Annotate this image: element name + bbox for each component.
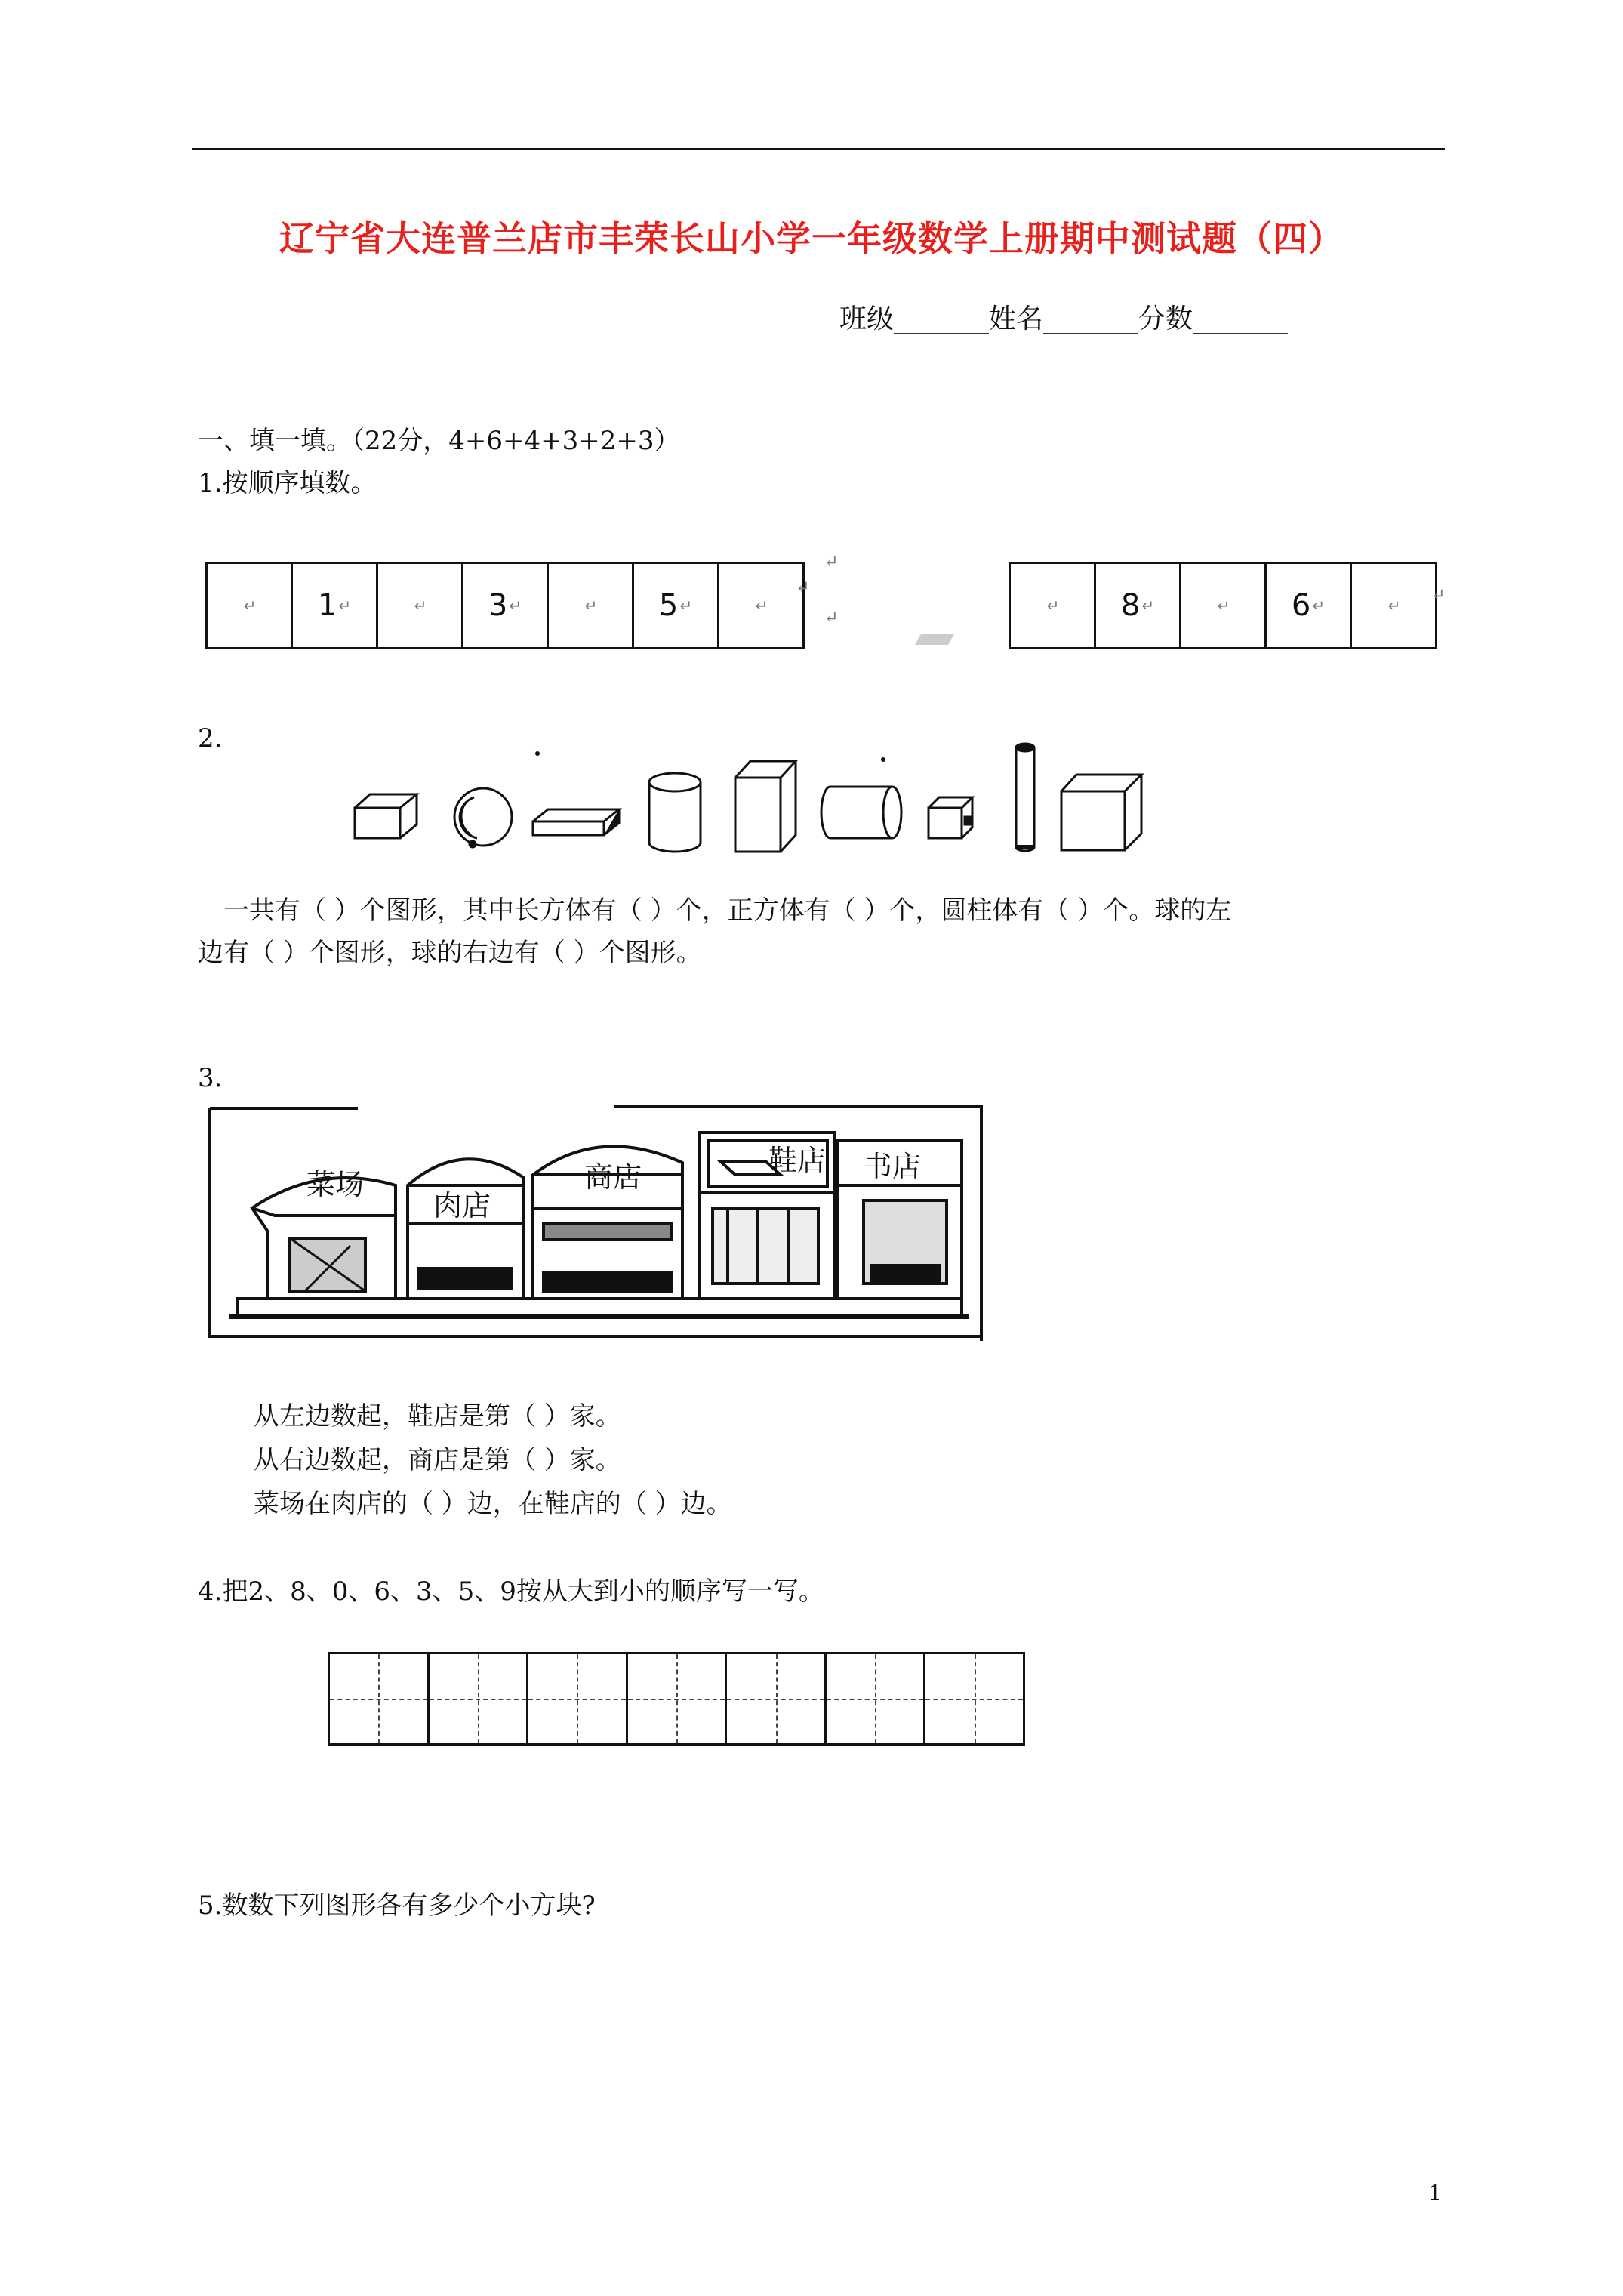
seq-cell: 8 ↵ [1096,564,1181,647]
scan-dot [535,751,540,756]
seq-cell[interactable]: ↵ [1181,564,1267,647]
scan-dot [881,757,885,762]
seq-cell: 5 ↵ [634,564,719,647]
cylinder-shape [649,773,701,852]
q4-label: 4.把2、8、0、6、3、5、9按从大到小的顺序写一写。 [198,1576,824,1607]
seq-cell[interactable]: ↵ [1011,564,1096,647]
writing-box[interactable] [827,1654,926,1743]
q3-question-line2: 从右边数起，商店是第（ ）家。 [254,1445,621,1475]
cuboid-flat-shape [355,794,417,838]
q5-label: 5.数数下列图形各有多少个小方块? [198,1891,596,1921]
q2-shapes-row [347,732,1163,861]
writing-box[interactable] [628,1654,728,1743]
seq-cell[interactable]: ↵ [755,596,768,615]
cylinder-lying-shape [821,787,901,838]
sphere-shape [454,788,512,847]
top-rule [192,148,1445,150]
cube-large-shape [1061,775,1141,850]
shop-label-bookstore: 书店 [864,1150,922,1183]
q1-right-sequence [1009,562,1437,649]
seq-cell[interactable]: ↵ [549,564,634,647]
shop-label-butcher: 肉店 [433,1189,491,1222]
paragraph-mark: ↵ [1431,586,1446,605]
q2-question-line2: 边有（ ）个图形，球的右边有（ ）个图形。 [198,938,702,968]
cuboid-tall-shape [735,761,796,852]
paragraph-mark: ↵ [796,578,810,597]
paragraph-mark: ↵ [824,609,839,627]
q2-label: 2. [198,723,223,754]
writing-box[interactable] [727,1654,827,1743]
shop-label-shoe-store: 鞋店 [768,1144,827,1177]
q1-label: 1.按顺序填数。 [198,468,377,498]
seq-cell[interactable]: ↵ [378,564,463,647]
seq-cell: 6 ↵ [1267,564,1352,647]
q4-writing-grid [328,1652,1025,1746]
shop-label-vegetable-market: 菜场 [306,1168,365,1201]
cylinder-tall-shape [1016,744,1034,851]
writing-box[interactable] [330,1654,430,1743]
q3-question-line1: 从左边数起，鞋店是第（ ）家。 [254,1401,621,1432]
q2-question-line1: 一共有（ ）个图形，其中长方体有（ ）个，正方体有（ ）个，圆柱体有（ ）个。球的左 [223,895,1232,926]
seq-cell[interactable]: ↵ [1387,596,1401,615]
scan-artifact [915,634,954,645]
student-info-fields: 班级_______姓名_______分数_______ [839,304,1289,334]
section1-heading: 一、填一填。（22分，4+6+4+3+2+3） [198,426,680,456]
seq-cell[interactable]: ↵ [208,564,293,647]
writing-box[interactable] [925,1654,1023,1743]
shop-label-store: 商店 [584,1160,642,1194]
seq-cell: 1 ↵ [293,564,378,647]
paragraph-mark: ↵ [824,553,839,572]
q3-label: 3. [198,1063,223,1093]
seq-cell: 3 ↵ [463,564,549,647]
writing-box[interactable] [430,1654,529,1743]
q1-left-sequence [205,562,805,649]
page-title: 辽宁省大连普兰店市丰荣长山小学一年级数学上册期中测试题（四） [279,218,1344,259]
cuboid-thin-shape [533,809,619,835]
q3-street-illustration [207,1102,984,1344]
page-number: 1 [1428,2180,1442,2205]
q3-question-line3: 菜场在肉店的（ ）边，在鞋店的（ ）边。 [254,1489,732,1519]
writing-box[interactable] [528,1654,628,1743]
cube-small-shape [929,797,972,838]
